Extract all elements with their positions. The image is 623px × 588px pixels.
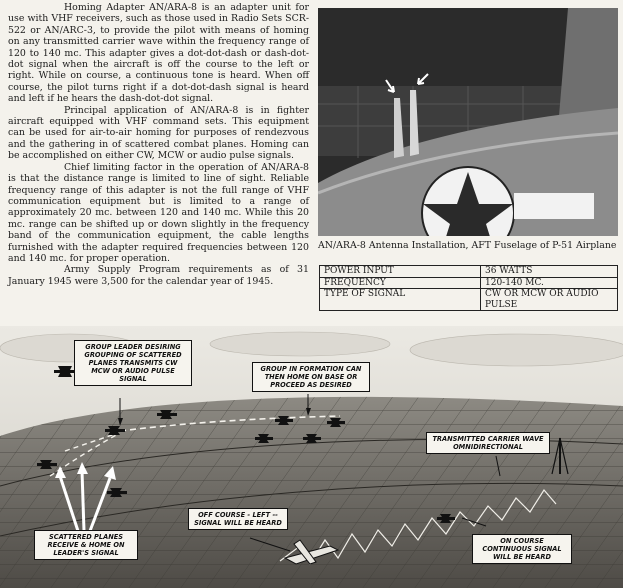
- spec-value: CW OR MCW OR AUDIO PULSE: [481, 289, 618, 311]
- spec-value: 120-140 MC.: [481, 277, 618, 289]
- spec-label: FREQUENCY: [320, 277, 481, 289]
- callout-scattered-planes: SCATTERED PLANES RECEIVE & HOME ON LEADER'S SIGNAL: [34, 530, 138, 560]
- paragraph-supply: Army Supply Program requirements as of 31 January 1945 were 3,500 for the calendar year of 1945.: [8, 264, 309, 287]
- table-row: [320, 266, 618, 278]
- spec-label: TYPE OF SIGNAL: [320, 289, 481, 311]
- photo-caption: AN/ARA-8 Antenna Installation, AFT Fuselage of P-51 Airplane: [318, 240, 617, 251]
- paragraph-limiting-factor: Chief limiting factor in the operation of AN/ARA-8 is that the distance range is limited to line of sight. Reliable frequency range of this adapter is not the full range of VHF communication equipment but is limited to a range of approximately 20 mc. between 120 and 140 mc. While this 20 mc. range can be shifted up or down slightly in the frequency band of the communication equipment, the cable lengths furnished with the adapter required frequencies between 120 and 140 mc. for proper operation.: [8, 161, 309, 264]
- spec-label: POWER INPUT: [320, 266, 481, 278]
- callout-off-course: OFF COURSE - LEFT -- SIGNAL WILL BE HEARD: [188, 508, 288, 530]
- table-row: [320, 289, 618, 311]
- body-text: [8, 2, 309, 287]
- spec-value: 36 WATTS: [481, 266, 618, 278]
- callout-transmitted-carrier: TRANSMITTED CARRIER WAVE OMNIDIRECTIONAL: [426, 432, 550, 454]
- callout-on-course: ON COURSE CONTINUOUS SIGNAL WILL BE HEARD: [472, 534, 572, 564]
- spec-table: [319, 265, 618, 311]
- antenna-photo: [318, 8, 618, 236]
- paragraph-application: Principal application of AN/ARA-8 is in fighter aircraft equipped with VHF command sets. This equipment can be used for air-to-air homing for purposes of rendezvous and the gathering in of scattered combat planes. Homing can be accomplished on either CW, MCW or audio pulse signals.: [8, 104, 309, 162]
- homing-illustration: [0, 326, 623, 588]
- callout-group-formation: GROUP IN FORMATION CAN THEN HOME ON BASE OR PROCEED AS DESIRED: [252, 362, 370, 392]
- callout-group-leader: GROUP LEADER DESIRING GROUPING OF SCATTERED PLANES TRANSMITS CW MCW OR AUDIO PULSE SIGNAL: [74, 340, 192, 386]
- table-row: [320, 277, 618, 289]
- paragraph-intro: Homing Adapter AN/ARA-8 is an adapter unit for use with VHF receivers, such as those used in Radio Sets SCR-522 or AN/ARC-3, to provide the pilot with means of homing on any transmitted carrier wave within the frequency range of 120 to 140 mc. This adapter gives a dot-dot-dash or dash-dot-dot signal when the aircraft is off the course to the left or right. While on course, a continuous tone is heard. When off course, the pilot turns right if a dot-dot-dash signal is heard and left if he hears the dash-dot-dot signal.: [8, 2, 309, 105]
